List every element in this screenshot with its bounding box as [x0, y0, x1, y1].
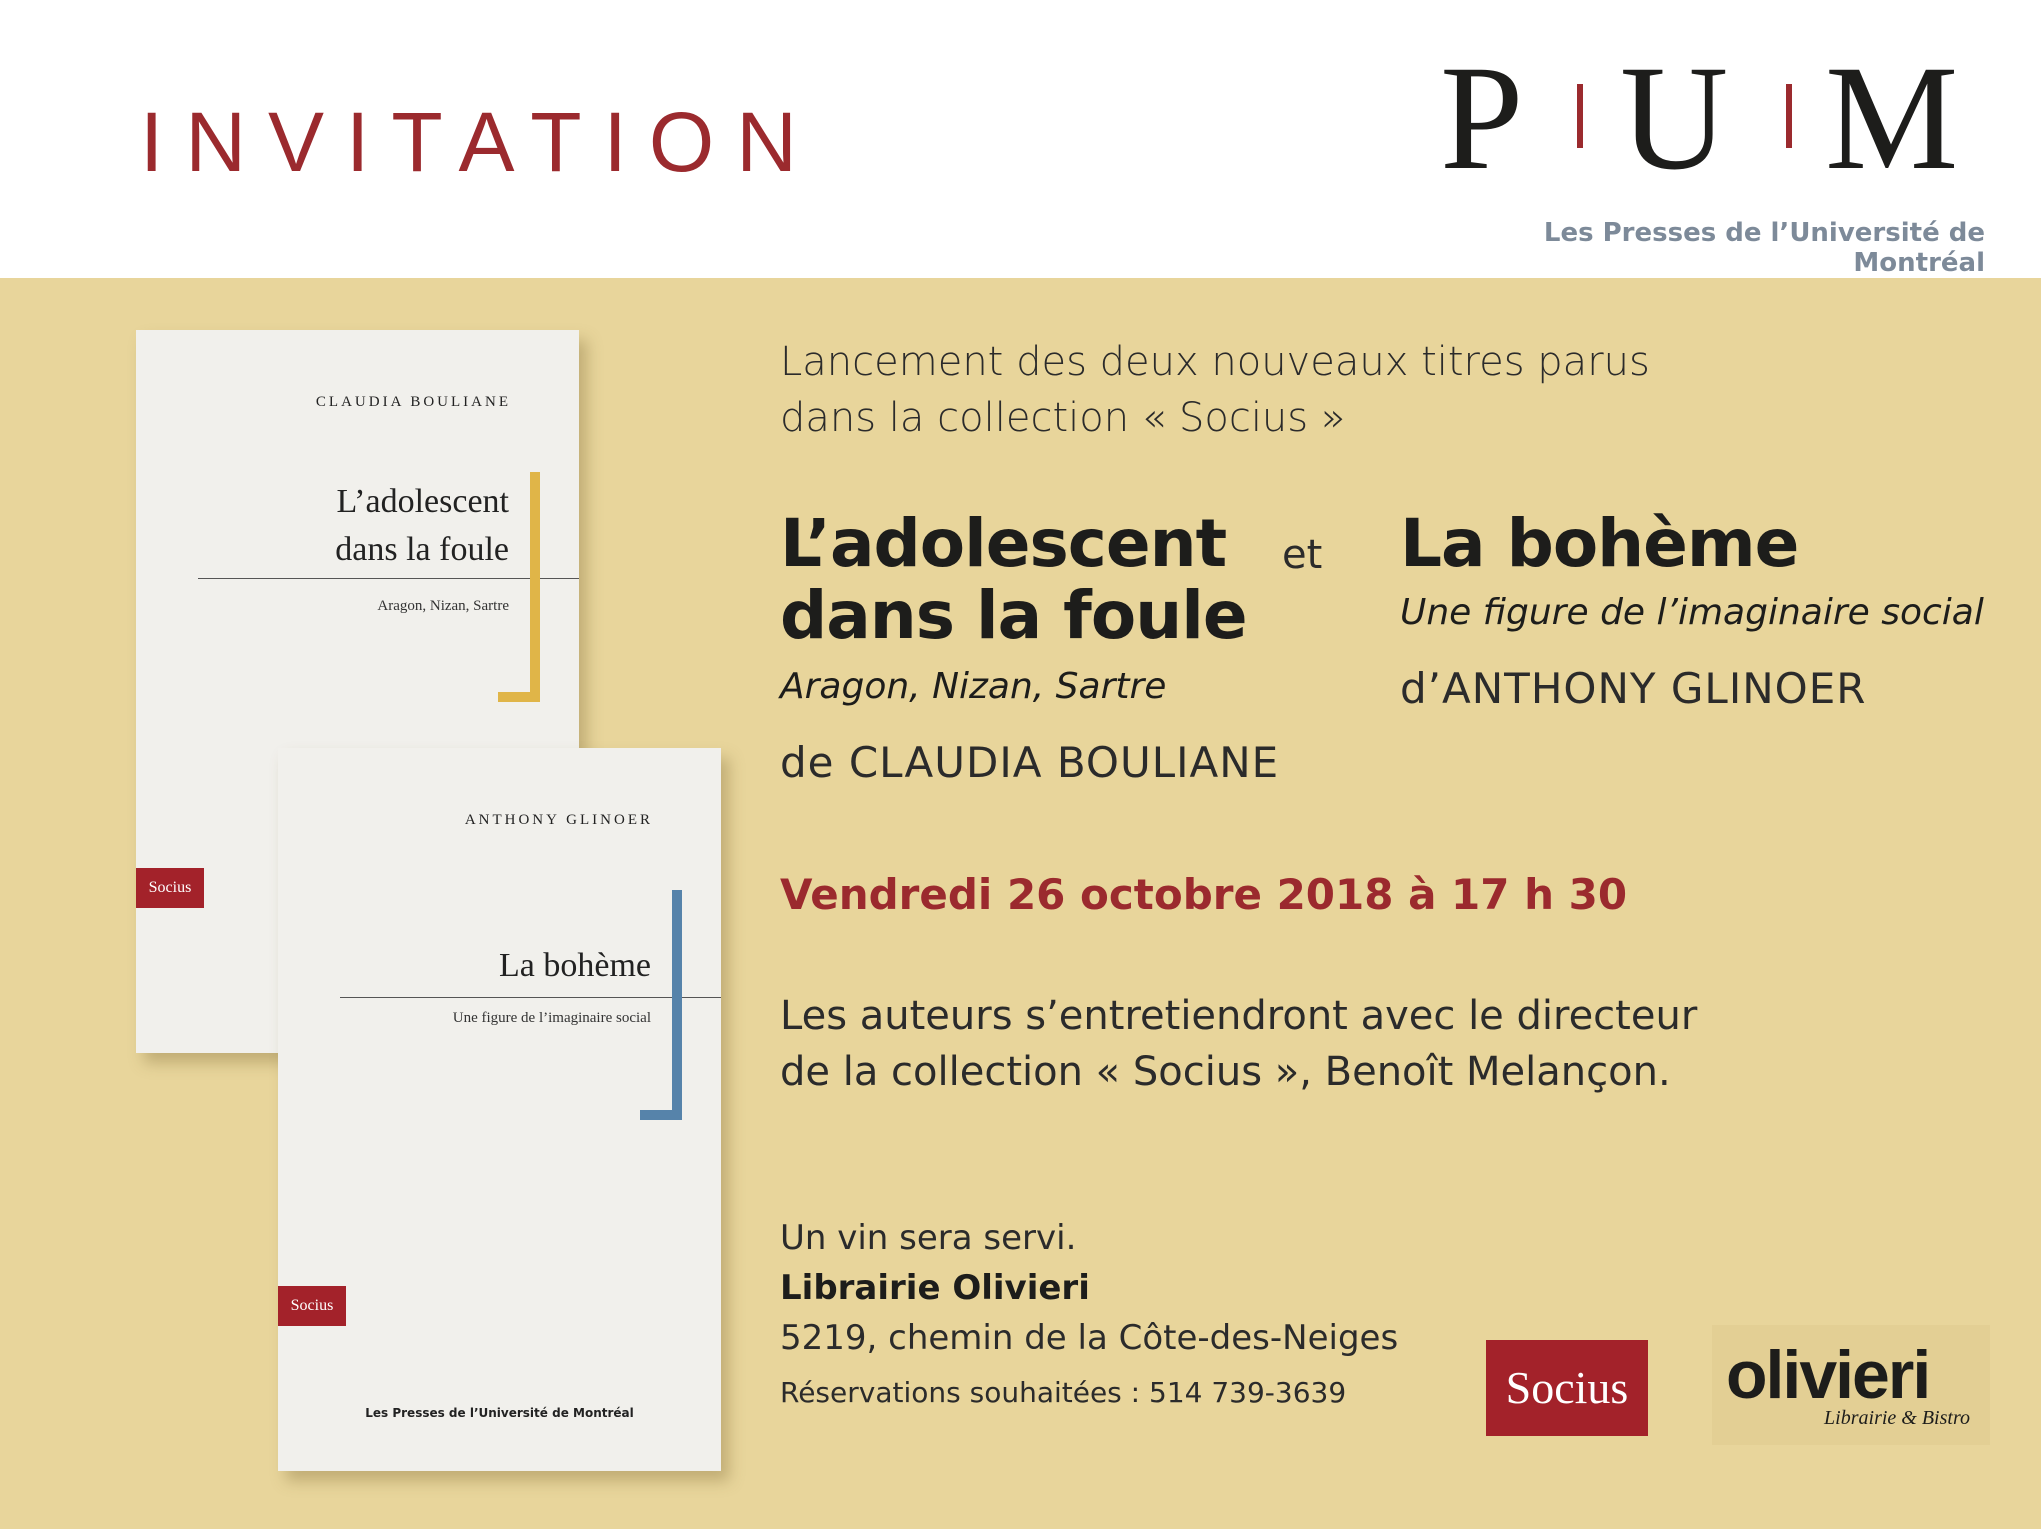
book-title-line: L’adolescent	[336, 483, 509, 520]
reservation-info: Réservations souhaitées : 514 739-3639	[780, 1376, 1347, 1409]
venue-address: 5219, chemin de la Côte-des-Neiges	[780, 1318, 1399, 1358]
book-title-line: dans la foule	[335, 531, 509, 568]
title-line: L’adolescent	[780, 505, 1227, 582]
book-author-1: de CLAUDIA BOULIANE	[780, 738, 1280, 787]
socius-label: Socius	[278, 1286, 346, 1326]
intro-text	[780, 334, 1650, 446]
book-author: ANTHONY GLINOER	[464, 812, 653, 828]
cover-bracket	[640, 1110, 682, 1120]
cover-bracket	[530, 472, 540, 702]
event-description	[780, 988, 1697, 1100]
description-line: Les auteurs s’entretiendront avec le directeur	[780, 993, 1698, 1039]
book-author: CLAUDIA BOULIANE	[315, 394, 511, 410]
book-cover-boheme	[278, 748, 721, 1471]
venue-name: Librairie Olivieri	[780, 1268, 1090, 1308]
cover-rule	[198, 578, 579, 579]
olivieri-wordmark: olivieri	[1726, 1337, 1930, 1413]
book-title-1	[780, 505, 1247, 654]
invitation-heading: INVITATION	[140, 95, 819, 189]
book-subtitle: Aragon, Nizan, Sartre	[377, 598, 509, 614]
book-subtitle-1: Aragon, Nizan, Sartre	[780, 666, 1167, 707]
cover-rule	[340, 997, 721, 998]
title-line: dans la foule	[780, 577, 1247, 654]
olivieri-tagline: Librairie & Bistro	[1824, 1407, 1970, 1429]
socius-label: Socius	[136, 868, 204, 908]
description-line: de la collection « Socius », Benoît Melançon.	[780, 1049, 1671, 1095]
book-title: La bohème	[499, 947, 651, 984]
pum-divider	[1577, 84, 1583, 148]
cover-bracket	[672, 890, 682, 1120]
socius-logo: Socius	[1486, 1340, 1648, 1436]
pum-letter-u: U	[1620, 35, 1729, 201]
publisher-name: Les Presses de l’Université de Montréal	[1543, 218, 1985, 278]
book-subtitle: Une figure de l’imaginaire social	[452, 1010, 651, 1026]
book-title-2: La bohème	[1400, 505, 1799, 582]
book-title	[335, 478, 509, 574]
pum-letter-m: M	[1825, 35, 1959, 201]
intro-line: dans la collection « Socius »	[780, 395, 1346, 441]
pum-letter-p: P	[1440, 35, 1524, 201]
header	[0, 0, 2041, 278]
wine-note: Un vin sera servi.	[780, 1218, 1077, 1258]
book-author-2: d’ANTHONY GLINOER	[1400, 664, 1867, 713]
book-subtitle-2: Une figure de l’imaginaire social	[1400, 592, 1984, 633]
cover-publisher: Les Presses de l’Université de Montréal	[365, 1406, 634, 1420]
pum-logo	[1440, 35, 1985, 201]
conjunction: et	[1282, 532, 1323, 578]
event-date: Vendredi 26 octobre 2018 à 17 h 30	[780, 870, 1628, 919]
pum-divider	[1786, 84, 1792, 148]
cover-bracket	[498, 692, 540, 702]
olivieri-logo	[1712, 1325, 1990, 1445]
intro-line: Lancement des deux nouveaux titres parus	[780, 339, 1650, 385]
